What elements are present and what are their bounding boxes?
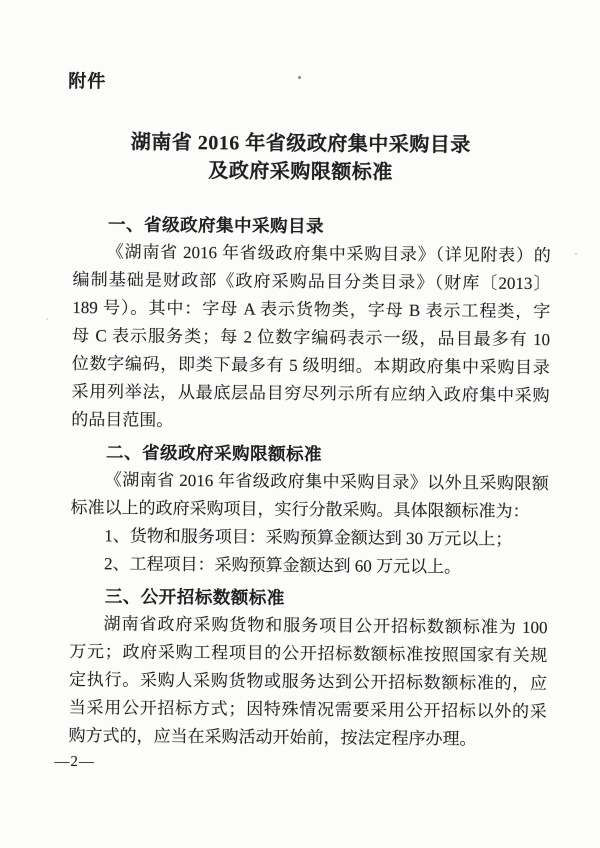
body-line: 当采用公开招标方式；因特殊情况需要采用公开招标以外的采 xyxy=(68,697,547,722)
body-line: 《湖南省 2016 年省级政府集中采购目录》（详见附表）的 xyxy=(106,242,551,266)
title-line-1: 湖南省 2016 年省级政府集中采购目录 xyxy=(130,131,471,157)
document-content xyxy=(54,0,553,776)
body-line: 采用列举法，从最底层品目穷尽列示所有应纳入政府集中采购 xyxy=(71,381,550,406)
body-line: 母 C 表示服务类；每 2 位数字编码表示一级，品目最多有 10 xyxy=(71,325,551,350)
attachment-label: 附件 xyxy=(68,70,107,92)
body-line: 《湖南省 2016 年省级政府集中采购目录》以外且采购限额 xyxy=(104,470,549,494)
document-body xyxy=(68,210,551,754)
body-line: 的品目范围。 xyxy=(71,409,174,430)
body-line: 2、工程项目：采购预算金额达到 60 万元以上。 xyxy=(103,554,462,577)
body-line: 189 号）。其中：字母 A 表示货物类，字母 B 表示工程类，字 xyxy=(72,297,551,322)
body-line: 1、货物和服务项目：采购预算金额达到 30 万元以上； xyxy=(104,526,513,549)
body-line: 购方式的，应当在采购活动开始前，按法定程序办理。 xyxy=(68,725,477,749)
scan-speckle xyxy=(298,76,301,79)
body-line: 编制基础是财政部《政府采购品目分类目录》（财库〔2013〕 xyxy=(72,269,551,294)
section-heading-3: 三、公开招标数额标准 xyxy=(104,586,285,608)
scan-speckle xyxy=(575,253,577,255)
body-line: 湖南省政府采购货物和服务项目公开招标数额标准为 100 xyxy=(103,614,548,638)
body-line: 定执行。采购人采购货物或服务达到公开招标数额标准的，应 xyxy=(68,669,548,694)
page-number: —2— xyxy=(54,753,95,771)
body-line: 万元；政府采购工程项目的公开招标数额标准按照国家有关规 xyxy=(69,641,548,666)
body-line: 位数字编码，即类下最多有 5 级明细。本期政府集中采购目录 xyxy=(71,353,550,378)
body-line: 标准以上的政府采购项目，实行分散采购。具体限额标准为： xyxy=(70,497,530,521)
title-line-2: 及政府采购限额标准 xyxy=(208,160,393,184)
scan-speckle xyxy=(46,318,48,320)
section-heading-1: 一、省级政府集中采购目录 xyxy=(107,214,325,237)
document-title xyxy=(61,128,539,188)
section-heading-2: 二、省级政府采购限额标准 xyxy=(105,442,323,465)
